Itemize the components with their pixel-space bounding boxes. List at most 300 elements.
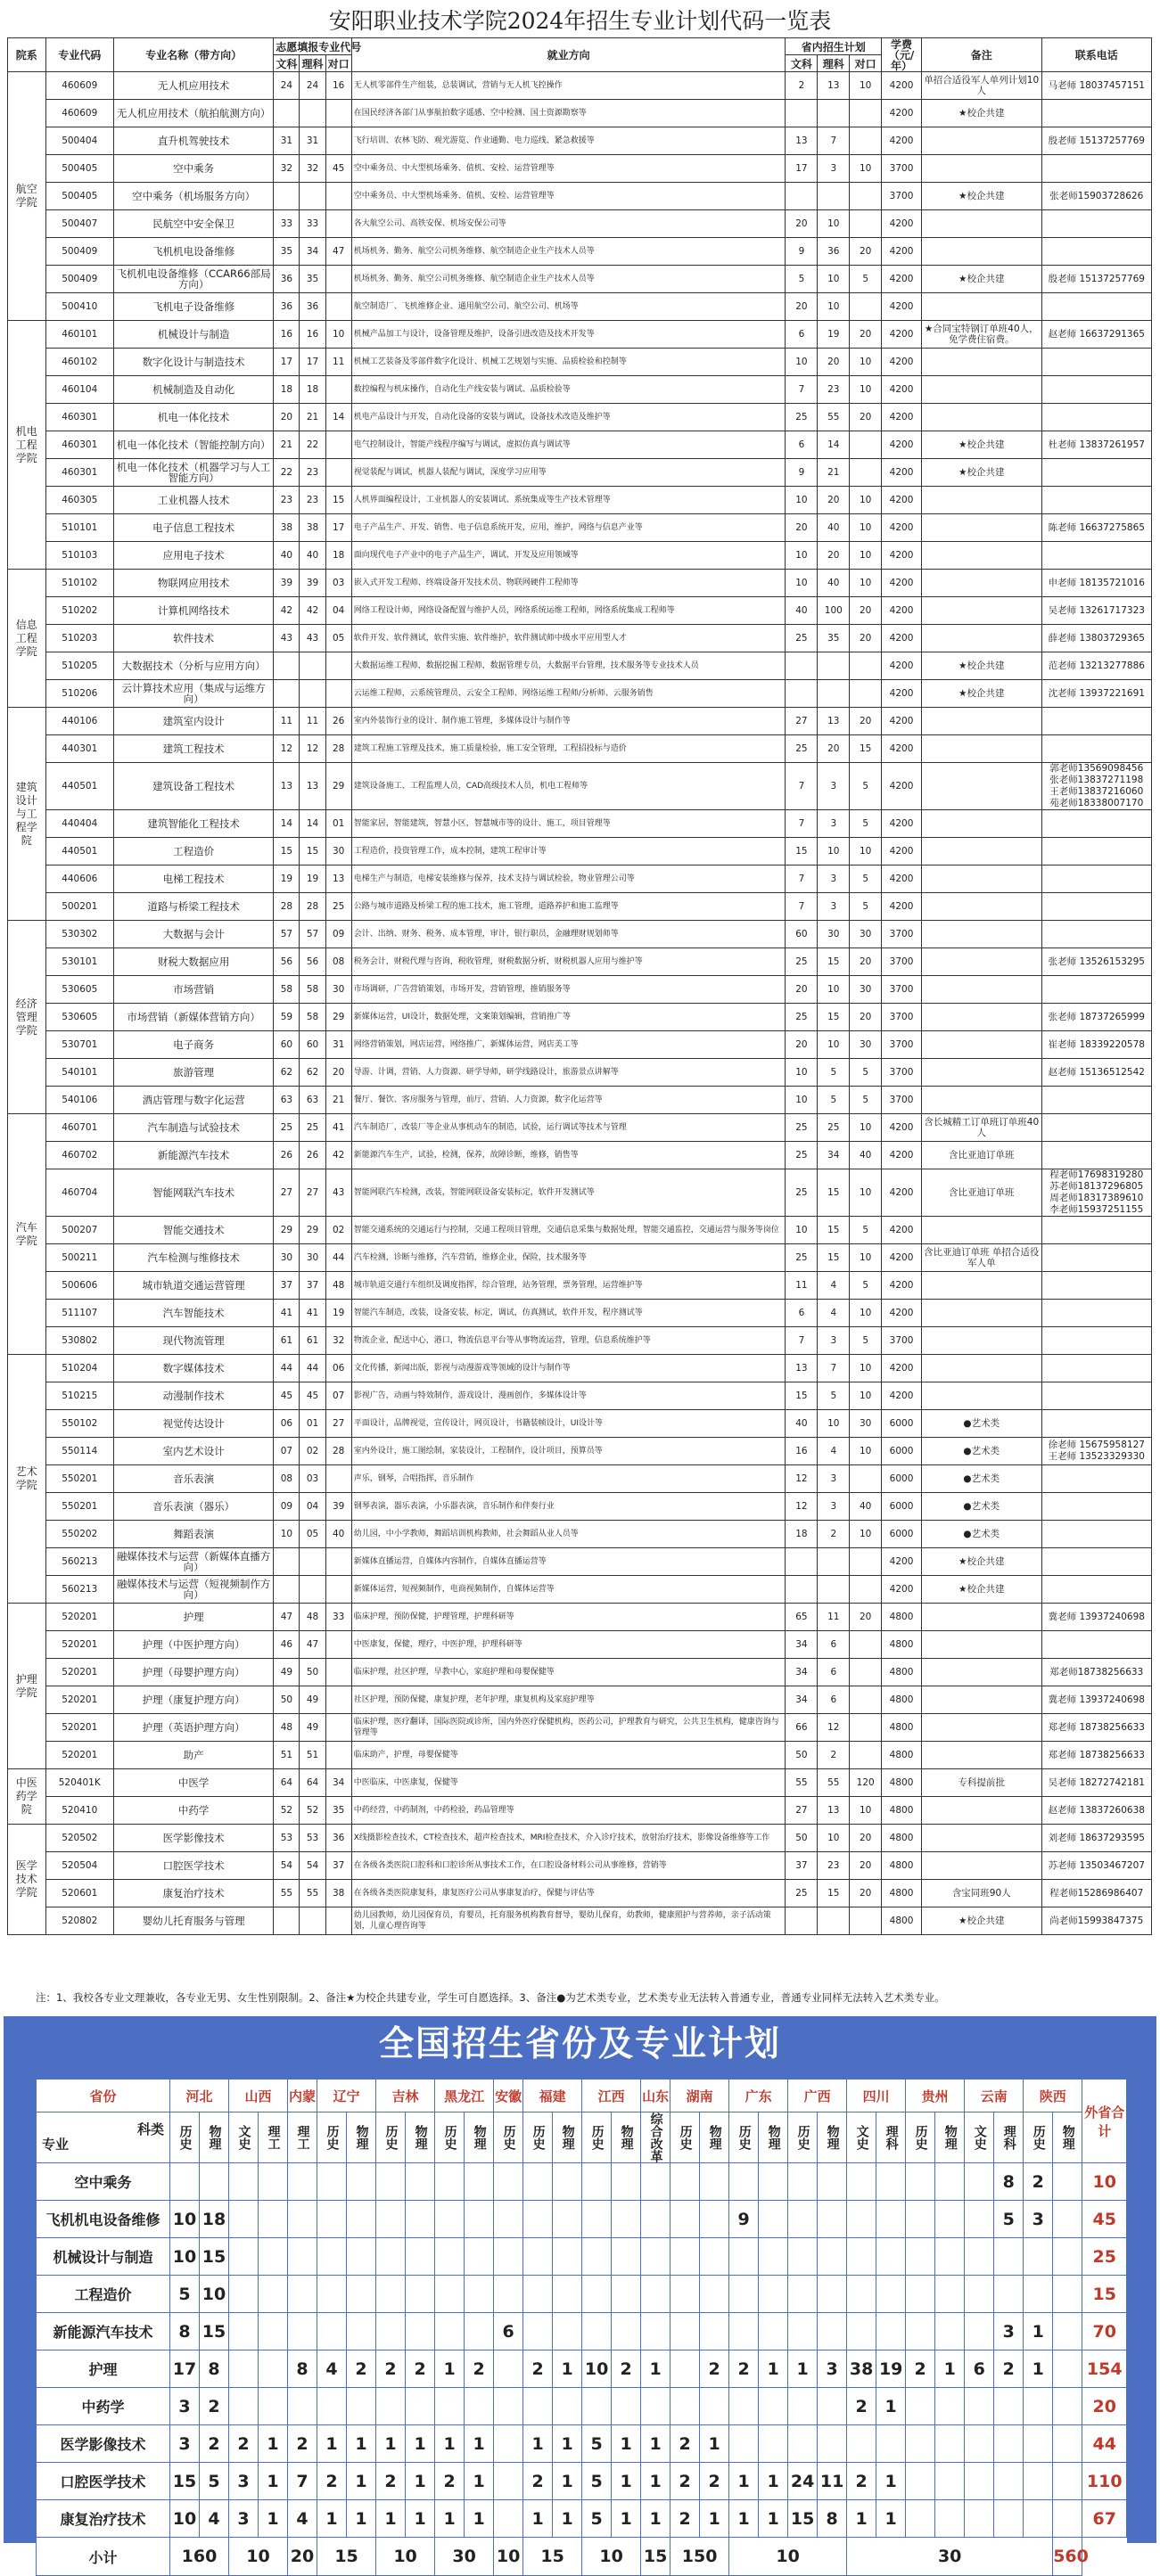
major-row	[8, 1576, 1152, 1604]
province-header: 吉林	[376, 2080, 435, 2112]
plan-cell	[641, 2201, 670, 2238]
cell-plan-li: 4	[818, 1438, 850, 1465]
cell-like: 62	[300, 1059, 325, 1087]
cell-career: 会计、出纳、财务、税务、成本管理，审计，银行职员，金融理财规划师等	[351, 921, 786, 948]
cell-like: 44	[300, 1355, 325, 1382]
cell-code: 530701	[45, 1031, 113, 1059]
cell-major: 助产	[113, 1742, 273, 1769]
cell-fee: 6000	[882, 1521, 922, 1548]
cell-dept: 机电工程学院	[8, 321, 46, 570]
cell-major: 酒店管理与数字化运营	[113, 1087, 273, 1114]
cell-plan-dk: 40	[850, 1142, 882, 1169]
header-career: 就业方向	[351, 38, 786, 72]
cell-wenke: 45	[274, 1382, 300, 1410]
cell-phone: 苏老师 13503467207	[1041, 1852, 1151, 1880]
cell-like: 25	[300, 1114, 325, 1142]
plan-cell: 3	[818, 2350, 847, 2388]
cell-code: 530101	[45, 948, 113, 976]
subject-header: 物理	[700, 2112, 729, 2163]
plan-cell: 1	[317, 2500, 347, 2538]
plan-cell	[582, 2313, 612, 2350]
subtotal-cell: 15	[523, 2538, 582, 2576]
major-name: 口腔医学技术	[37, 2463, 170, 2500]
plan-cell: 2	[200, 2388, 229, 2425]
cell-duikou	[325, 210, 351, 238]
cell-wenke: 27	[274, 1169, 300, 1217]
subject-header: 历史	[670, 2112, 700, 2163]
cell-phone: 张老师 18737265999	[1041, 1004, 1151, 1031]
plan-cell	[670, 2388, 700, 2425]
major-row	[8, 1493, 1152, 1521]
cell-fee: 3700	[882, 1059, 922, 1087]
subtotal-cell: 10	[582, 2538, 641, 2576]
cell-major: 财税大数据应用	[113, 948, 273, 976]
plan-cell	[670, 2313, 700, 2350]
cell-fee: 4200	[882, 266, 922, 293]
cell-note: ●艺术类	[921, 1410, 1041, 1438]
plan-cell	[994, 2500, 1024, 2538]
cell-plan-dk: 5	[850, 1272, 882, 1300]
province-header: 辽宁	[317, 2080, 376, 2112]
cell-like: 34	[300, 238, 325, 266]
cell-phone: 程老师17698319280 苏老师18137296805 周老师18317389610 李老师15937251155	[1041, 1169, 1151, 1217]
plan-cell	[317, 2201, 347, 2238]
subtotal-cell: 30	[847, 2538, 1053, 2576]
plan-cell	[494, 2463, 523, 2500]
subject-header: 历史	[494, 2112, 523, 2163]
plan-cell	[259, 2201, 288, 2238]
cell-plan-wen: 34	[786, 1686, 818, 1714]
cell-plan-wen: 25	[786, 1169, 818, 1217]
plan-cell	[229, 2238, 259, 2276]
plan-cell: 6	[494, 2313, 523, 2350]
cell-duikou	[325, 1742, 351, 1769]
cell-phone: 陈老师 16637275865	[1041, 514, 1151, 542]
cell-note: 专科提前批	[921, 1769, 1041, 1797]
cell-plan-wen: 12	[786, 1493, 818, 1521]
cell-wenke: 58	[274, 976, 300, 1004]
cell-plan-dk: 5	[850, 1059, 882, 1087]
cell-plan-li: 13	[818, 708, 850, 735]
plan-cell: 1	[435, 2500, 465, 2538]
plan-cell: 9	[729, 2201, 759, 2238]
plan-cell: 1	[759, 2500, 788, 2538]
cell-phone: 郑老师 18738256633	[1041, 1714, 1151, 1742]
cell-career: 幼儿园教师，幼儿园保育员，育婴员，托育服务机构教育督导，婴幼儿保育，幼教师，健康照护与营养师，亲子活动策划，儿童心理咨询等	[351, 1907, 786, 1935]
cell-fee: 3700	[882, 976, 922, 1004]
cell-plan-dk	[850, 680, 882, 708]
cell-phone	[1041, 542, 1151, 570]
cell-plan-wen: 5	[786, 266, 818, 293]
cell-phone	[1041, 866, 1151, 893]
cell-wenke: 53	[274, 1825, 300, 1852]
cell-duikou: 05	[325, 625, 351, 652]
cell-like: 53	[300, 1825, 325, 1852]
plan-cell	[818, 2276, 847, 2313]
major-row	[8, 735, 1152, 763]
cell-plan-wen: 16	[786, 1438, 818, 1465]
plan-cell: 1	[612, 2463, 641, 2500]
cell-phone	[1041, 1327, 1151, 1355]
cell-phone	[1041, 1142, 1151, 1169]
cell-wenke: 22	[274, 459, 300, 487]
cell-plan-li: 3	[818, 866, 850, 893]
cell-major: 汽车检测与维修技术	[113, 1244, 273, 1272]
plan-cell	[641, 2163, 670, 2201]
cell-major: 旅游管理	[113, 1059, 273, 1087]
cell-career: 网络营销策划，网店运营，网络推广，新媒体运营，网店美工等	[351, 1031, 786, 1059]
row-total: 20	[1082, 2388, 1127, 2425]
cell-fee: 4200	[882, 404, 922, 431]
plan-cell	[994, 2463, 1024, 2500]
cell-plan-li: 10	[818, 210, 850, 238]
plan-cell	[818, 2201, 847, 2238]
cell-like: 50	[300, 1659, 325, 1686]
cell-phone: 范老师 13213277886	[1041, 652, 1151, 680]
cell-plan-li: 20	[818, 487, 850, 514]
major-row	[8, 183, 1152, 210]
cell-like: 48	[300, 1604, 325, 1631]
cell-phone: 赵老师 13837260638	[1041, 1797, 1151, 1825]
subject-header: 物理	[553, 2112, 582, 2163]
plan-cell: 1	[553, 2350, 582, 2388]
plan-cell: 15	[788, 2500, 818, 2538]
cell-fee: 4800	[882, 1686, 922, 1714]
plan-cell: 2	[729, 2350, 759, 2388]
plan-cell	[523, 2238, 553, 2276]
cell-fee: 4800	[882, 1659, 922, 1686]
cell-duikou	[325, 183, 351, 210]
plan-cell: 3	[170, 2388, 200, 2425]
cell-note	[921, 810, 1041, 838]
province-header: 广东	[729, 2080, 788, 2112]
cell-major: 护理（康复护理方向）	[113, 1686, 273, 1714]
plan-cell	[288, 2313, 317, 2350]
plan-cell: 1	[612, 2425, 641, 2463]
cell-duikou	[325, 1548, 351, 1576]
cell-like: 31	[300, 127, 325, 155]
plan-cell	[670, 2201, 700, 2238]
cell-code: 440501	[45, 763, 113, 810]
province-plan-row	[37, 2388, 1127, 2425]
cell-code: 530605	[45, 976, 113, 1004]
plan-cell: 5	[582, 2500, 612, 2538]
plan-cell	[670, 2163, 700, 2201]
cell-major: 城市轨道交通运营管理	[113, 1272, 273, 1300]
cell-note	[921, 625, 1041, 652]
plan-cell	[465, 2238, 494, 2276]
cell-duikou: 27	[325, 1410, 351, 1438]
cell-phone: 程老师15286986407	[1041, 1880, 1151, 1907]
plan-cell: 1	[553, 2500, 582, 2538]
plan-cell	[906, 2500, 935, 2538]
cell-wenke: 31	[274, 127, 300, 155]
cell-wenke: 15	[274, 838, 300, 866]
plan-cell	[494, 2238, 523, 2276]
cell-plan-wen: 25	[786, 404, 818, 431]
cell-phone: 尚老师15993847375	[1041, 1907, 1151, 1935]
plan-cell	[229, 2350, 259, 2388]
cell-phone	[1041, 1114, 1151, 1142]
major-plan-table	[7, 37, 1152, 1935]
cell-major: 飞机机电设备维修（CCAR66部局方向）	[113, 266, 273, 293]
cell-wenke: 19	[274, 866, 300, 893]
cell-like: 55	[300, 1880, 325, 1907]
cell-like: 03	[300, 1465, 325, 1493]
cell-note	[921, 1031, 1041, 1059]
plan-cell: 1	[1024, 2313, 1053, 2350]
subject-header: 历史	[582, 2112, 612, 2163]
plan-cell: 5	[170, 2276, 200, 2313]
cell-fee: 6000	[882, 1410, 922, 1438]
header-like: 理科	[300, 55, 325, 72]
cell-major: 医学影像技术	[113, 1825, 273, 1852]
plan-cell: 15	[170, 2463, 200, 2500]
cell-plan-dk: 10	[850, 838, 882, 866]
cell-duikou: 16	[325, 72, 351, 100]
cell-duikou: 34	[325, 1769, 351, 1797]
cell-plan-wen: 6	[786, 321, 818, 349]
cell-plan-li	[818, 1576, 850, 1604]
cell-code: 550201	[45, 1465, 113, 1493]
cell-duikou: 03	[325, 570, 351, 597]
cell-note	[921, 1087, 1041, 1114]
cell-duikou: 18	[325, 542, 351, 570]
province-plan-row	[37, 2500, 1127, 2538]
plan-cell	[1053, 2276, 1082, 2313]
plan-cell: 2	[288, 2425, 317, 2463]
cell-duikou: 30	[325, 976, 351, 1004]
cell-plan-wen: 60	[786, 921, 818, 948]
cell-fee: 3700	[882, 1087, 922, 1114]
plan-cell: 1	[465, 2425, 494, 2463]
cell-plan-dk: 20	[850, 238, 882, 266]
cell-phone	[1041, 376, 1151, 404]
cell-plan-wen: 12	[786, 1465, 818, 1493]
cell-wenke: 12	[274, 735, 300, 763]
cell-plan-li: 10	[818, 293, 850, 321]
plan-cell: 1	[435, 2350, 465, 2388]
cell-duikou: 19	[325, 1300, 351, 1327]
footnote: 注：1、我校各专业文理兼收，各专业无男、女生性别限制。2、备注★为校企共建专业，学生可自愿选择。3、备注●为艺术类专业，艺术类专业无法转入普通专业，普通专业同样无法转入艺术类专业。	[36, 1991, 945, 2004]
major-row	[8, 838, 1152, 866]
plan-cell	[935, 2388, 965, 2425]
plan-cell: 10	[200, 2276, 229, 2313]
cell-major: 大数据技术（分析与应用方向）	[113, 652, 273, 680]
cell-major: 建筑设备工程技术	[113, 763, 273, 810]
corner-subject-major	[37, 2112, 170, 2163]
cell-wenke: 37	[274, 1272, 300, 1300]
cell-phone	[1041, 893, 1151, 921]
subtotal-cell: 160	[170, 2538, 229, 2576]
major-row	[8, 1659, 1152, 1686]
total-header: 外省合计	[1082, 2080, 1127, 2163]
cell-code: 500409	[45, 266, 113, 293]
cell-career: 大数据运维工程师，数据挖掘工程师，数据管理专员，大数据平台管理，技术服务等专业技术人员	[351, 652, 786, 680]
cell-like	[300, 1907, 325, 1935]
subject-header: 物理	[347, 2112, 376, 2163]
cell-plan-wen: 25	[786, 735, 818, 763]
plan-cell	[494, 2163, 523, 2201]
province-header: 广西	[788, 2080, 847, 2112]
plan-cell	[700, 2238, 729, 2276]
cell-note	[921, 542, 1041, 570]
cell-plan-wen: 15	[786, 1382, 818, 1410]
plan-cell	[612, 2388, 641, 2425]
cell-duikou	[325, 376, 351, 404]
major-row	[8, 1327, 1152, 1355]
cell-duikou: 44	[325, 1244, 351, 1272]
cell-major: 机械设计与制造	[113, 321, 273, 349]
major-row	[8, 570, 1152, 597]
cell-career: 空中乘务员、中大型机场乘务、值机、安检、运营管理等	[351, 183, 786, 210]
header-plan-dk: 对口	[850, 55, 882, 72]
cell-plan-dk	[850, 1576, 882, 1604]
cell-like	[300, 100, 325, 127]
plan-cell	[288, 2163, 317, 2201]
cell-duikou: 32	[325, 1327, 351, 1355]
plan-cell	[582, 2388, 612, 2425]
plan-cell: 1	[729, 2463, 759, 2500]
cell-duikou	[325, 266, 351, 293]
cell-wenke: 21	[274, 431, 300, 459]
plan-cell	[465, 2201, 494, 2238]
cell-code: 500207	[45, 1217, 113, 1244]
cell-major: 电子信息工程技术	[113, 514, 273, 542]
plan-cell	[347, 2201, 376, 2238]
major-row	[8, 1907, 1152, 1935]
cell-duikou: 07	[325, 1382, 351, 1410]
plan-cell: 24	[788, 2463, 818, 2500]
major-row	[8, 238, 1152, 266]
plan-cell	[553, 2388, 582, 2425]
cell-plan-dk: 20	[850, 1880, 882, 1907]
cell-phone	[1041, 1548, 1151, 1576]
major-row	[8, 1087, 1152, 1114]
cell-note	[921, 763, 1041, 810]
cell-plan-dk	[850, 1659, 882, 1686]
cell-phone	[1041, 349, 1151, 376]
plan-cell	[1053, 2238, 1082, 2276]
cell-like: 64	[300, 1769, 325, 1797]
cell-note	[921, 735, 1041, 763]
cell-fee: 6000	[882, 1493, 922, 1521]
cell-plan-wen: 10	[786, 570, 818, 597]
cell-note	[921, 1659, 1041, 1686]
cell-fee: 4200	[882, 1244, 922, 1272]
cell-career: 新媒体运营，UI设计，数据处理，文案策划编辑，营销推广等	[351, 1004, 786, 1031]
subject-header: 历史	[435, 2112, 465, 2163]
cell-phone: 申老师 18135721016	[1041, 570, 1151, 597]
cell-duikou: 33	[325, 1604, 351, 1631]
cell-phone: 沈老师 13937221691	[1041, 680, 1151, 708]
cell-like: 27	[300, 1169, 325, 1217]
plan-cell	[170, 2163, 200, 2201]
plan-cell: 4	[200, 2500, 229, 2538]
cell-code: 460702	[45, 1142, 113, 1169]
cell-duikou: 41	[325, 1114, 351, 1142]
cell-fee: 4800	[882, 1907, 922, 1935]
header-wenke: 文科	[274, 55, 300, 72]
plan-cell: 8	[288, 2350, 317, 2388]
cell-plan-dk: 120	[850, 1769, 882, 1797]
plan-cell	[1024, 2500, 1053, 2538]
cell-plan-dk: 10	[850, 570, 882, 597]
cell-career: 数控编程与机床操作，自动化生产线安装与调试、品质检验等	[351, 376, 786, 404]
cell-major: 数字化设计与制造技术	[113, 349, 273, 376]
plan-cell	[582, 2163, 612, 2201]
cell-plan-dk: 10	[850, 542, 882, 570]
cell-career: 建筑设备施工、工程监理人员，CAD高级技术人员，机电工程师等	[351, 763, 786, 810]
cell-wenke: 64	[274, 1769, 300, 1797]
cell-code: 500407	[45, 210, 113, 238]
plan-cell	[1024, 2425, 1053, 2463]
cell-duikou: 43	[325, 1169, 351, 1217]
plan-cell	[759, 2313, 788, 2350]
cell-note	[921, 921, 1041, 948]
major-row	[8, 948, 1152, 976]
cell-code: 460305	[45, 487, 113, 514]
plan-cell: 3	[170, 2425, 200, 2463]
plan-cell	[700, 2276, 729, 2313]
cell-fee: 4200	[882, 597, 922, 625]
cell-plan-dk: 10	[850, 1382, 882, 1410]
cell-note	[921, 1004, 1041, 1031]
cell-duikou	[325, 1576, 351, 1604]
cell-like	[300, 1576, 325, 1604]
cell-note: ●艺术类	[921, 1465, 1041, 1493]
cell-plan-wen: 10	[786, 1087, 818, 1114]
cell-code: 520201	[45, 1604, 113, 1631]
cell-major: 市场营销（新媒体营销方向）	[113, 1004, 273, 1031]
cell-duikou: 20	[325, 1059, 351, 1087]
plan-cell	[523, 2163, 553, 2201]
cell-duikou	[325, 1907, 351, 1935]
plan-cell: 2	[847, 2463, 876, 2500]
cell-code: 510103	[45, 542, 113, 570]
cell-note	[921, 1797, 1041, 1825]
cell-note: 含比亚迪订单班	[921, 1169, 1041, 1217]
plan-cell	[523, 2313, 553, 2350]
header-plan-li: 理科	[818, 55, 850, 72]
cell-fee: 3700	[882, 155, 922, 183]
plan-cell: 3	[229, 2500, 259, 2538]
cell-wenke: 63	[274, 1087, 300, 1114]
cell-plan-wen: 20	[786, 1031, 818, 1059]
cell-note: ●艺术类	[921, 1493, 1041, 1521]
cell-plan-wen: 34	[786, 1631, 818, 1659]
cell-plan-dk	[850, 459, 882, 487]
cell-fee: 4200	[882, 893, 922, 921]
cell-plan-dk: 20	[850, 1004, 882, 1031]
cell-plan-dk: 5	[850, 266, 882, 293]
subject-header: 物理	[406, 2112, 435, 2163]
cell-wenke: 29	[274, 1217, 300, 1244]
plan-cell	[847, 2425, 876, 2463]
cell-major: 工业机器人技术	[113, 487, 273, 514]
cell-major: 工程造价	[113, 838, 273, 866]
major-row	[8, 866, 1152, 893]
cell-code: 550102	[45, 1410, 113, 1438]
cell-duikou: 40	[325, 1521, 351, 1548]
cell-plan-li: 7	[818, 1355, 850, 1382]
page-title: 安阳职业技术学院2024年招生专业计划代码一览表	[328, 8, 832, 34]
cell-code: 440501	[45, 838, 113, 866]
cell-plan-wen: 7	[786, 1327, 818, 1355]
subject-header: 理科	[876, 2112, 906, 2163]
cell-wenke: 25	[274, 1114, 300, 1142]
cell-plan-wen: 7	[786, 810, 818, 838]
